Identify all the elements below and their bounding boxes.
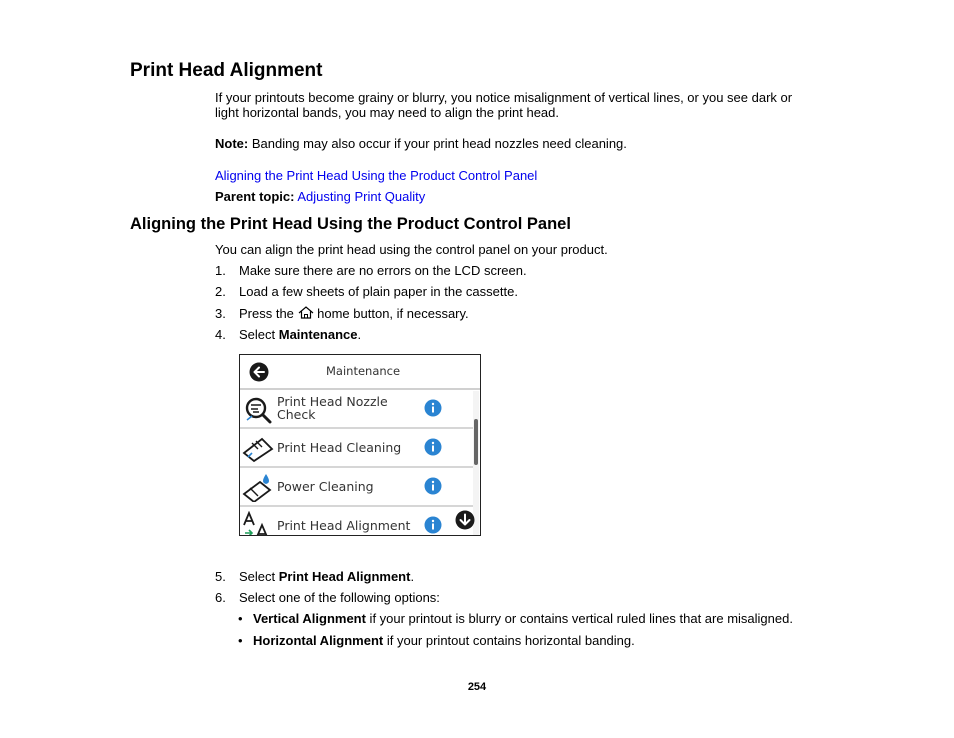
step-post: home button, if necessary. [313, 306, 469, 321]
menu-item-label: Print Head Cleaning [277, 440, 402, 455]
menu-item-label [277, 395, 388, 421]
step-text [239, 327, 361, 342]
parent-topic-link[interactable]: Adjusting Print Quality [297, 189, 426, 204]
menu-item-power-cleaning[interactable] [240, 468, 473, 507]
scrollbar-thumb[interactable] [474, 419, 478, 465]
lcd-header [240, 355, 480, 390]
step-number: 1. [215, 263, 226, 278]
step-number: 5. [215, 569, 226, 584]
bullet-text: if your printout is blurry or contains vertical ruled lines that are misaligned. [365, 611, 793, 626]
info-icon[interactable] [424, 477, 442, 495]
power-cleaning-icon [242, 472, 274, 502]
step-pre: Select [239, 569, 279, 584]
step-post: . [357, 327, 362, 342]
head-alignment-icon [242, 511, 274, 536]
step-number: 3. [215, 306, 226, 321]
info-icon[interactable] [424, 438, 442, 456]
step-text: Select one of the following options: [239, 590, 440, 605]
step-bold: Print Head Alignment [278, 569, 411, 584]
intro-paragraph [215, 90, 792, 120]
intro-line-1: If your printouts become grainy or blurry, you notice misalignment of vertical lines, or you see dark or [215, 90, 793, 105]
bullet-item [253, 611, 793, 626]
topic-link-line [215, 168, 537, 183]
menu-item-head-cleaning[interactable] [240, 429, 473, 468]
menu-item-label-line1: Print Head Nozzle [277, 394, 388, 409]
step-number: 2. [215, 284, 226, 299]
parent-topic-label: Parent topic: [215, 189, 295, 204]
step-pre: Select [239, 327, 279, 342]
step-number: 6. [215, 590, 226, 605]
nozzle-check-icon [242, 394, 274, 424]
step-pre: Press the [239, 306, 298, 321]
step-bold: Maintenance [278, 327, 358, 342]
page-number: 254 [467, 681, 487, 693]
bullet-dot: • [238, 633, 243, 648]
menu-item-nozzle-check[interactable] [240, 390, 473, 429]
info-icon[interactable] [424, 399, 442, 417]
note [215, 136, 627, 151]
bullet-text: if your printout contains horizontal banding. [383, 633, 635, 648]
menu-item-label: Power Cleaning [277, 479, 374, 494]
section-title: Aligning the Print Head Using the Product Control Panel [130, 215, 571, 233]
bullet-bold: Horizontal Alignment [253, 633, 384, 648]
info-icon[interactable] [424, 516, 442, 534]
intro-line-2: light horizontal bands, you may need to align the print head. [215, 105, 560, 120]
step-text [239, 306, 469, 321]
step-text: Load a few sheets of plain paper in the cassette. [239, 284, 518, 299]
step-number: 4. [215, 327, 226, 342]
lcd-maintenance-screen [239, 354, 481, 536]
parent-topic [215, 189, 425, 204]
page-title: Print Head Alignment [130, 60, 323, 81]
bullet-dot: • [238, 611, 243, 626]
note-label: Note: [215, 136, 249, 151]
topic-link[interactable]: Aligning the Print Head Using the Product Control Panel [215, 168, 538, 183]
step-text: Make sure there are no errors on the LCD screen. [239, 263, 527, 278]
bullet-bold: Vertical Alignment [253, 611, 366, 626]
home-icon [298, 306, 314, 319]
step-text [239, 569, 414, 584]
scroll-down-arrow-icon[interactable] [455, 510, 475, 530]
bullet-item [253, 633, 635, 648]
menu-item-head-alignment[interactable] [240, 507, 473, 536]
section-intro: You can align the print head using the control panel on your product. [215, 242, 608, 257]
head-cleaning-icon [242, 433, 274, 463]
lcd-title: Maintenance [326, 364, 401, 378]
menu-item-label: Print Head Alignment [277, 518, 411, 533]
note-text: Banding may also occur if your print head nozzles need cleaning. [248, 136, 627, 151]
back-arrow-icon[interactable] [249, 362, 269, 382]
menu-item-label-line2: Check [277, 407, 316, 422]
step-post: . [410, 569, 415, 584]
